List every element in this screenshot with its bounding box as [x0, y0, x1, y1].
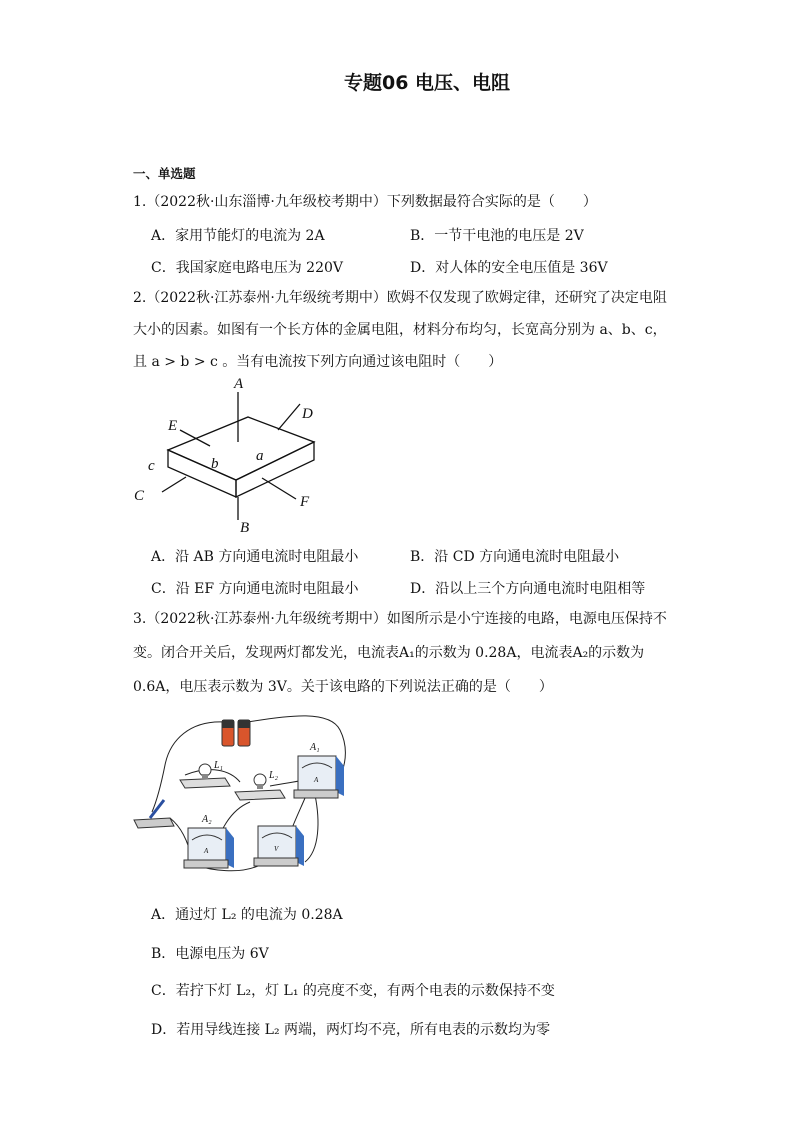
battery-icon [222, 720, 250, 746]
label-A1: A₁ [310, 742, 320, 753]
label-b: b [211, 456, 219, 472]
question-2-stem-line3: 且 a > b > c 。当有电流按下列方向通过该电阻时（ ） [133, 354, 503, 370]
label-A2: A₂ [202, 814, 212, 825]
cuboid-resistor-figure [128, 372, 328, 537]
svg-text:V: V [274, 845, 279, 853]
question-3-option-c: C．若拧下灯 L₂，灯 L₁ 的亮度不变，有两个电表的示数保持不变 [151, 983, 555, 999]
svg-text:A: A [314, 776, 319, 784]
section-heading: 一、单选题 [133, 166, 196, 181]
voltmeter-icon [254, 826, 304, 866]
ammeter-A1-icon [294, 742, 344, 798]
label-L2: L₂ [269, 770, 279, 781]
question-1-option-d: D．对人体的安全电压值是 36V [410, 260, 608, 276]
label-B: B [240, 520, 250, 536]
question-1-stem: 1.（2022秋·山东淄博·九年级校考期中）下列数据最符合实际的是（ ） [133, 194, 597, 210]
question-1-option-a: A．家用节能灯的电流为 2A [151, 228, 325, 244]
label-C: C [134, 488, 145, 504]
label-L1: L₁ [214, 760, 224, 771]
label-D: D [302, 406, 313, 422]
label-E: E [168, 418, 178, 434]
question-1-option-b: B．一节干电池的电压是 2V [410, 228, 584, 244]
question-2-option-a: A．沿 AB 方向通电流时电阻最小 [151, 549, 359, 565]
question-2-stem-line2: 大小的因素。如图有一个长方体的金属电阻，材料分布均匀，长宽高分别为 a、b、c， [133, 322, 667, 338]
question-2-stem-line1: 2.（2022秋·江苏泰州·九年级统考期中）欧姆不仅发现了欧姆定律，还研究了决定电阻 [133, 290, 667, 306]
question-2-option-b: B．沿 CD 方向通电流时电阻最小 [410, 549, 620, 565]
question-2-option-d: D．沿以上三个方向通电流时电阻相等 [410, 581, 646, 597]
label-c: c [148, 458, 155, 474]
question-3-option-b: B．电源电压为 6V [151, 946, 269, 962]
question-3-stem-line2: 变。闭合开关后，发现两灯都发光，电流表A₁的示数为 0.28A，电流表A₂的示数为 [133, 645, 645, 661]
page-title: 专题06 电压、电阻 [343, 72, 511, 94]
label-A: A [234, 376, 244, 392]
question-3-stem-line3: 0.6A，电压表示数为 3V。关于该电路的下列说法正确的是（ ） [133, 679, 553, 695]
label-F: F [300, 494, 310, 510]
question-2-option-c: C．沿 EF 方向通电流时电阻最小 [151, 581, 359, 597]
label-a: a [256, 448, 264, 464]
question-3-option-a: A．通过灯 L₂ 的电流为 0.28A [151, 907, 343, 923]
question-3-option-d: D．若用导线连接 L₂ 两端，两灯均不亮，所有电表的示数均为零 [151, 1022, 551, 1038]
question-3-stem-line1: 3.（2022秋·江苏泰州·九年级统考期中）如图所示是小宁连接的电路，电源电压保持不 [133, 611, 667, 627]
switch-icon [134, 800, 174, 828]
question-1-option-c: C．我国家庭电路电压为 220V [151, 260, 343, 276]
svg-text:A: A [204, 847, 209, 855]
circuit-figure [130, 710, 360, 885]
